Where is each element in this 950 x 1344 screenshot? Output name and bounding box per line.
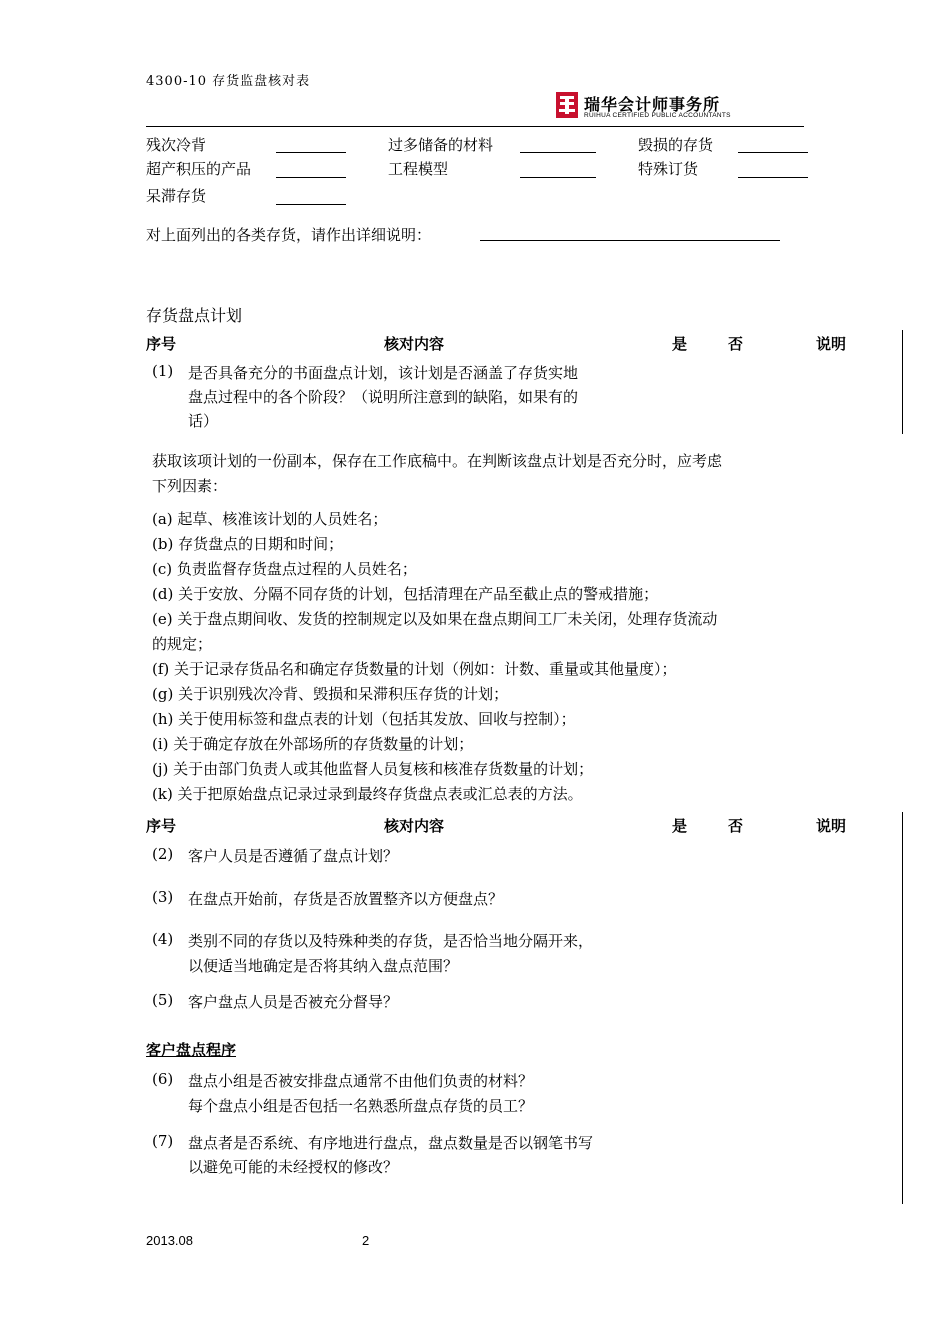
category-label: 毁损的存货	[638, 136, 714, 154]
category-label: 特殊订货	[638, 160, 699, 178]
item-text: 客户人员是否遵循了盘点计划？	[188, 847, 399, 865]
item-number: (3)	[152, 888, 174, 906]
factor-item: (d) 关于安放、分隔不同存货的计划，包括清理在产品至截止点的警戒措施；	[152, 585, 659, 603]
col-header-note: 说明	[816, 817, 847, 835]
firm-name: 瑞华会计师事务所	[584, 95, 721, 114]
item-text: 话）	[188, 412, 219, 430]
factor-item: (h) 关于使用标签和盘点表的计划（包括其发放、回收与控制）；	[152, 710, 576, 728]
factor-item: (g) 关于识别残次冷背、毁损和呆滞积压存货的计划；	[152, 685, 509, 703]
category-label: 工程模型	[388, 160, 449, 178]
category-label: 残次冷背	[146, 136, 207, 154]
guidance-text: 下列因素：	[152, 477, 228, 495]
item-text: 以便适当地确定是否将其纳入盘点范围？	[188, 957, 459, 975]
explain-blank[interactable]	[480, 240, 780, 241]
document-title: 4300-10 存货监盘核对表	[146, 74, 311, 89]
firm-name-en: RUIHUA CERTIFIED PUBLIC ACCOUNTANTS	[584, 112, 731, 119]
section-title-procedures: 客户盘点程序	[146, 1041, 237, 1059]
category-label: 呆滞存货	[146, 187, 207, 205]
col-header-no: 序号	[146, 817, 177, 835]
factor-item: (j) 关于由部门负责人或其他监督人员复核和核准存货数量的计划；	[152, 760, 594, 778]
item-number: (6)	[152, 1070, 174, 1088]
item-number: (2)	[152, 845, 174, 863]
factor-item: (f) 关于记录存货品名和确定存货数量的计划（例如：计数、重量或其他量度）；	[152, 660, 677, 678]
item-text: 盘点小组是否被安排盘点通常不由他们负责的材料？	[188, 1072, 534, 1090]
fill-blank[interactable]	[276, 152, 346, 153]
explain-prompt: 对上面列出的各类存货，请作出详细说明：	[146, 226, 432, 244]
item-text: 盘点者是否系统、有序地进行盘点，盘点数量是否以钢笔书写	[188, 1134, 594, 1152]
fill-blank[interactable]	[738, 152, 808, 153]
fill-blank[interactable]	[520, 152, 596, 153]
item-text: 是否具备充分的书面盘点计划，该计划是否涵盖了存货实地	[188, 364, 579, 382]
factor-item: (b) 存货盘点的日期和时间；	[152, 535, 344, 553]
factor-item: (e) 关于盘点期间收、发货的控制规定以及如果在盘点期间工厂未关闭，处理存货流动	[152, 610, 718, 628]
col-header-note: 说明	[816, 335, 847, 353]
col-header-yes: 是	[672, 335, 688, 353]
footer-date: 2013.08	[146, 1233, 193, 1248]
factor-item: (k) 关于把原始盘点记录过录到最终存货盘点表或汇总表的方法。	[152, 785, 583, 803]
section-title-plan: 存货盘点计划	[146, 306, 243, 325]
item-text: 每个盘点小组是否包括一名熟悉所盘点存货的员工？	[188, 1097, 534, 1115]
page-number: 2	[362, 1233, 370, 1248]
col-header-no-col: 否	[728, 335, 744, 353]
fill-blank[interactable]	[520, 177, 596, 178]
fill-blank[interactable]	[276, 204, 346, 205]
item-number: (4)	[152, 930, 174, 948]
factor-item: (a) 起草、核准该计划的人员姓名；	[152, 510, 388, 528]
item-text: 客户盘点人员是否被充分督导？	[188, 993, 399, 1011]
table-border	[902, 812, 903, 1204]
col-header-no-col: 否	[728, 817, 744, 835]
fill-blank[interactable]	[276, 177, 346, 178]
factor-item: 的规定；	[152, 635, 213, 653]
item-number: (1)	[152, 362, 174, 380]
item-text: 以避免可能的未经授权的修改？	[188, 1158, 399, 1176]
guidance-text: 获取该项计划的一份副本，保存在工作底稿中。在判断该盘点计划是否充分时，应考虑	[152, 452, 723, 470]
table-border	[902, 330, 903, 434]
category-label: 超产积压的产品	[146, 160, 252, 178]
item-text: 在盘点开始前，存货是否放置整齐以方便盘点？	[188, 890, 504, 908]
item-text: 盘点过程中的各个阶段？（说明所注意到的缺陷，如果有的	[188, 388, 579, 406]
col-header-content: 核对内容	[384, 817, 445, 835]
header-rule	[146, 126, 804, 127]
factor-item: (i) 关于确定存放在外部场所的存货数量的计划；	[152, 735, 474, 753]
col-header-content: 核对内容	[384, 335, 445, 353]
fill-blank[interactable]	[738, 177, 808, 178]
firm-logo-icon	[556, 92, 578, 118]
item-text: 类别不同的存货以及特殊种类的存货，是否恰当地分隔开来，	[188, 932, 594, 950]
factor-item: (c) 负责监督存货盘点过程的人员姓名；	[152, 560, 417, 578]
item-number: (7)	[152, 1132, 174, 1150]
col-header-yes: 是	[672, 817, 688, 835]
item-number: (5)	[152, 991, 174, 1009]
col-header-no: 序号	[146, 335, 177, 353]
category-label: 过多储备的材料	[388, 136, 494, 154]
